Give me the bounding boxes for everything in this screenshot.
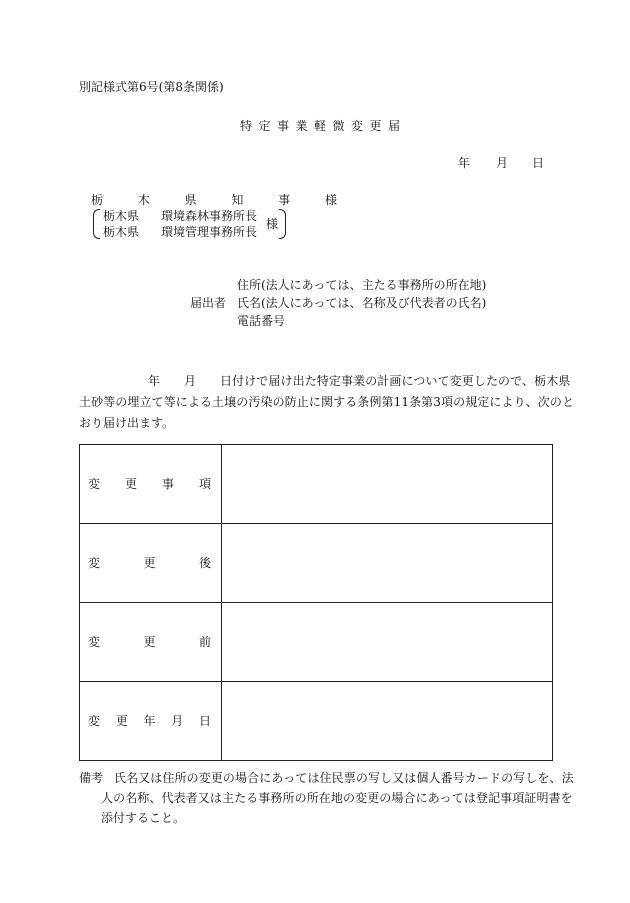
form-number: 別記様式第6号(第8条関係) [79, 80, 224, 94]
row-label: 変更年月日 [88, 714, 211, 728]
date-month: 月 [496, 156, 509, 170]
office-name-2: 環境管理事務所長 [161, 225, 258, 239]
date-day: 日 [532, 156, 545, 170]
office-sama: 様 [266, 217, 279, 231]
label-char: 木 [137, 193, 150, 207]
label-char: 様 [324, 193, 337, 207]
body-line-1: 日付けで届け出た特定事業の計画について変更したので、栃木県 [220, 374, 571, 388]
applicant-label: 届出者 [190, 296, 227, 310]
change-table [79, 444, 553, 761]
office-name-1: 環境森林事務所長 [161, 209, 258, 223]
note-line-2: 人の名称、代表者又は主たる事務所の所在地の変更の場合にあっては登記事項証明書を [101, 791, 573, 805]
label-char: 栃 [91, 193, 104, 207]
label-char: 知 [231, 193, 244, 207]
row-value[interactable] [222, 603, 553, 682]
row-label: 変更事項 [88, 477, 211, 491]
body-year: 年 [148, 374, 161, 388]
table-row [80, 682, 553, 761]
left-bracket [93, 209, 100, 239]
applicant-phone: 電話番号 [237, 314, 286, 328]
page-title: 特定事業軽微変更届 [240, 119, 407, 133]
note-line-1: 氏名又は住所の変更の場合にあっては住民票の写し又は個人番号カードの写しを、法 [114, 771, 574, 785]
row-value[interactable] [222, 524, 553, 603]
applicant-name: 氏名(法人にあっては、名称及び代表者の氏名) [237, 296, 487, 310]
label-char: 事 [278, 193, 291, 207]
office-pref-2: 栃木県 [103, 225, 140, 239]
row-label: 変更前 [88, 635, 211, 649]
row-value[interactable] [222, 445, 553, 524]
row-label: 変更後 [88, 556, 211, 570]
label-char: 県 [184, 193, 197, 207]
note-line-3: 添付すること。 [101, 811, 186, 825]
right-bracket [279, 209, 286, 239]
table-row [80, 445, 553, 524]
addressee-governor [91, 194, 337, 206]
table-row [80, 524, 553, 603]
applicant-address: 住所(法人にあっては、主たる事務所の所在地) [237, 278, 487, 292]
body-line-3: おり届け出ます。 [79, 416, 175, 430]
row-value[interactable] [222, 682, 553, 761]
note-label: 備考 [79, 771, 104, 785]
office-pref-1: 栃木県 [103, 209, 140, 223]
table-row [80, 603, 553, 682]
body-line-2: 土砂等の埋立て等による土壌の汚染の防止に関する条例第11条第3項の規定により、次のと [79, 395, 575, 409]
body-month: 月 [184, 374, 197, 388]
date-year: 年 [458, 156, 471, 170]
